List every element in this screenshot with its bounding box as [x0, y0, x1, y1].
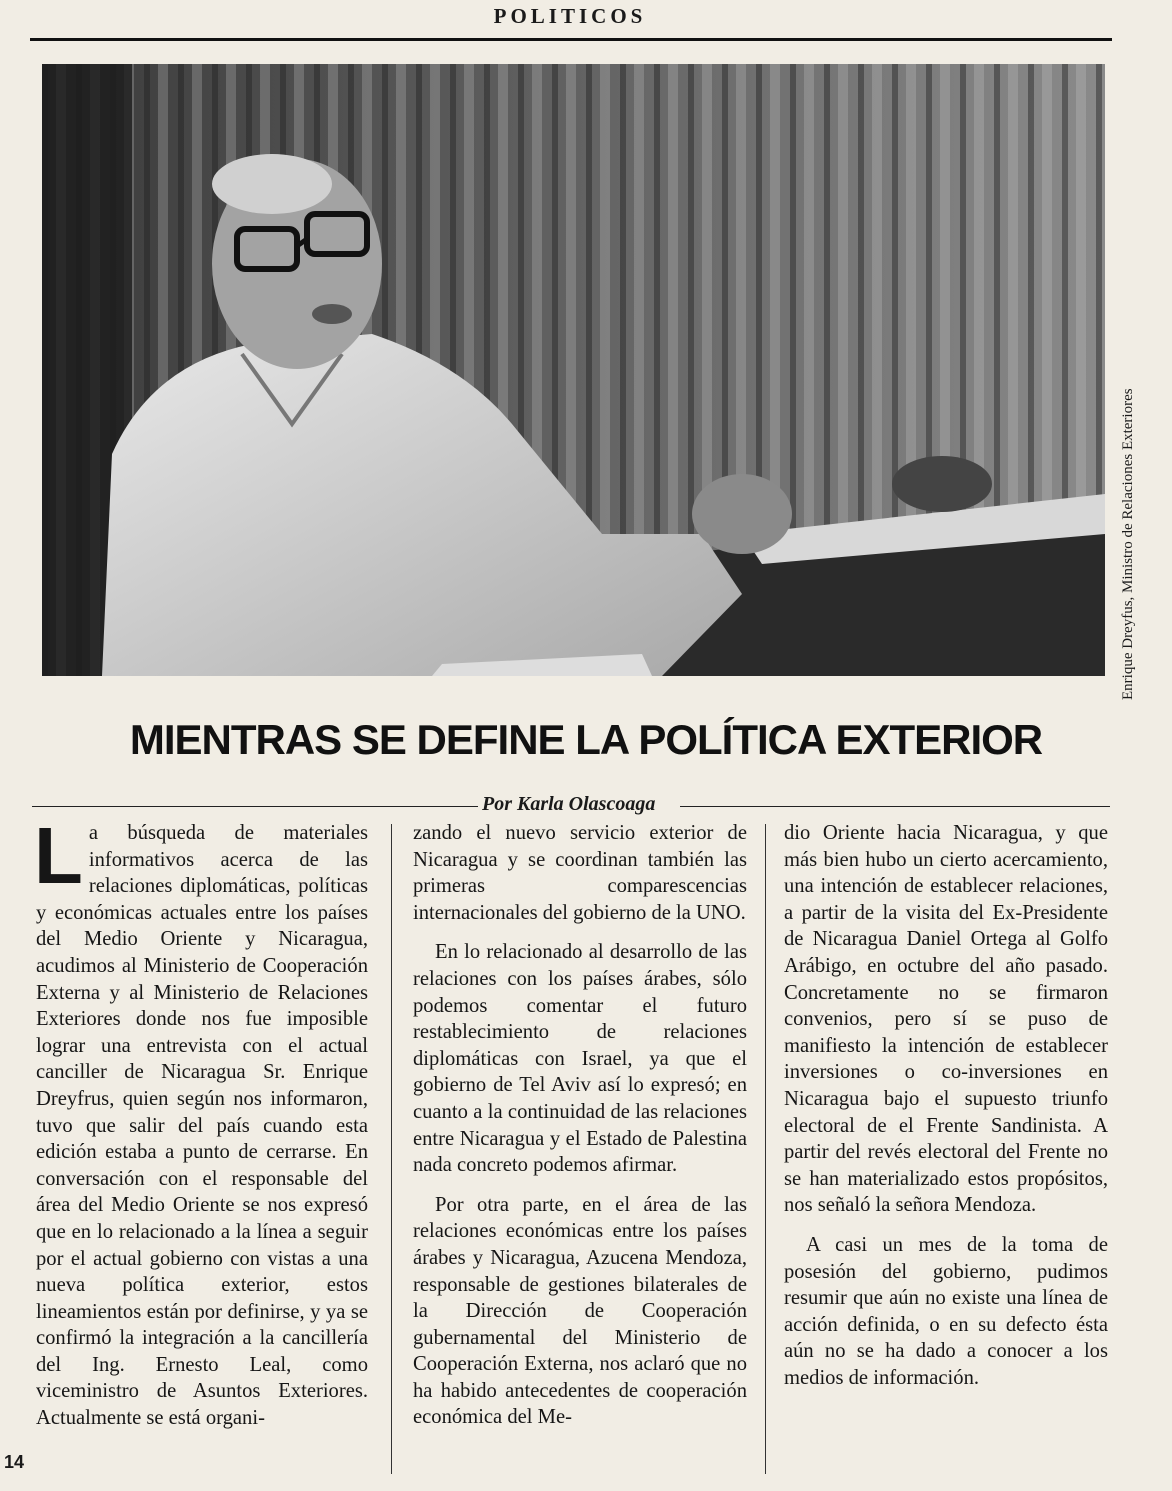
column-divider [765, 824, 766, 1474]
article-paragraph: dio Oriente hacia Nicaragua, y que más bien hubo un cierto acercamiento, una intención de establecer relaciones, a partir de la visita del Ex-Presidente de Nicaragua Daniel Ortega al Golfo Arábigo, en octubre del año pasado. Concretamente no se firmaron convenios, pero sí se puso de manifiesto la intención de establecer inversiones o co-inversiones en Nicaragua bajo el supuesto triunfo electoral de el Frente Sandinista. A partir del revés electoral del Frente no se han materializado estos propósitos, nos señaló la señora Mendoza. [784, 822, 1108, 1217]
byline-rule-right [680, 806, 1110, 807]
header-rule [30, 38, 1112, 41]
drop-cap: L [34, 811, 83, 900]
column-divider [391, 824, 392, 1474]
article-paragraph: Por otra parte, en el área de las relaciones económicas entre los países árabes y Nicaragua, Azucena Mendoza, responsable de gestiones bilaterales de la Dirección de Cooperación gubernamental del Ministerio de Cooperación Externa, nos aclaró que no ha habido antecedentes de cooperación económica del Me- [413, 1193, 747, 1429]
page-number: 14 [4, 1452, 25, 1472]
article-paragraph: La búsqueda de materiales informativos acerca de las relaciones diplomáticas, políticas y económicas actuales entre los países del Medio Oriente y Nicaragua, acudimos al Ministerio de Cooperación Externa y al Ministerio de Relaciones Exteriores donde nos fue imposible lograr una entrevista con el actual canciller de Nicaragua Sr. Enrique Dreyfrus, quien según nos informaron, tuvo que salir del país cuando esta edición estaba a punto de cerrarse. En conversación con el responsable del área del Medio Oriente se nos expresó que en lo relacionado a la línea a seguir por el actual gobierno con vistas a una nueva política exterior, estos lineamientos están por definirse, y ya se confirmó la integración a la cancillería del Ing. Ernesto Leal, como viceministro de Asuntos Exteriores. Actualmente se está organi- [34, 811, 368, 1430]
article-column-2 [413, 820, 747, 1480]
byline: Por Karla Olascoaga [478, 793, 659, 816]
section-header: POLITICOS [493, 4, 647, 28]
article-paragraph: A casi un mes de la toma de posesión del gobierno, pudimos resumir que aún no existe una línea de acción definida, o en su defecto ésta aún no se ha dado a conocer a los medios de información. [784, 1233, 1108, 1389]
article-column-3 [784, 820, 1108, 1480]
article-photo [42, 64, 1105, 676]
article-paragraph: En lo relacionado al desarrollo de las relaciones con los países árabes, sólo podemos comentar el futuro restablecimiento de relaciones diplomáticas con Israel, ya que el gobierno de Tel Aviv así lo expresó; en cuanto a la continuidad de las relaciones entre Nicaragua y el Estado de Palestina nada concreto podemos afirmar. [413, 941, 747, 1177]
article-column-1 [34, 811, 368, 1480]
article-paragraph: zando el nuevo servicio exterior de Nicaragua y se coordinan también las primeras comparescencias internacionales del gobierno de la UNO. [413, 822, 747, 924]
byline-rule-left [32, 806, 478, 807]
headline: MIENTRAS SE DEFINE LA POLÍTICA EXTERIOR [129, 716, 1043, 763]
